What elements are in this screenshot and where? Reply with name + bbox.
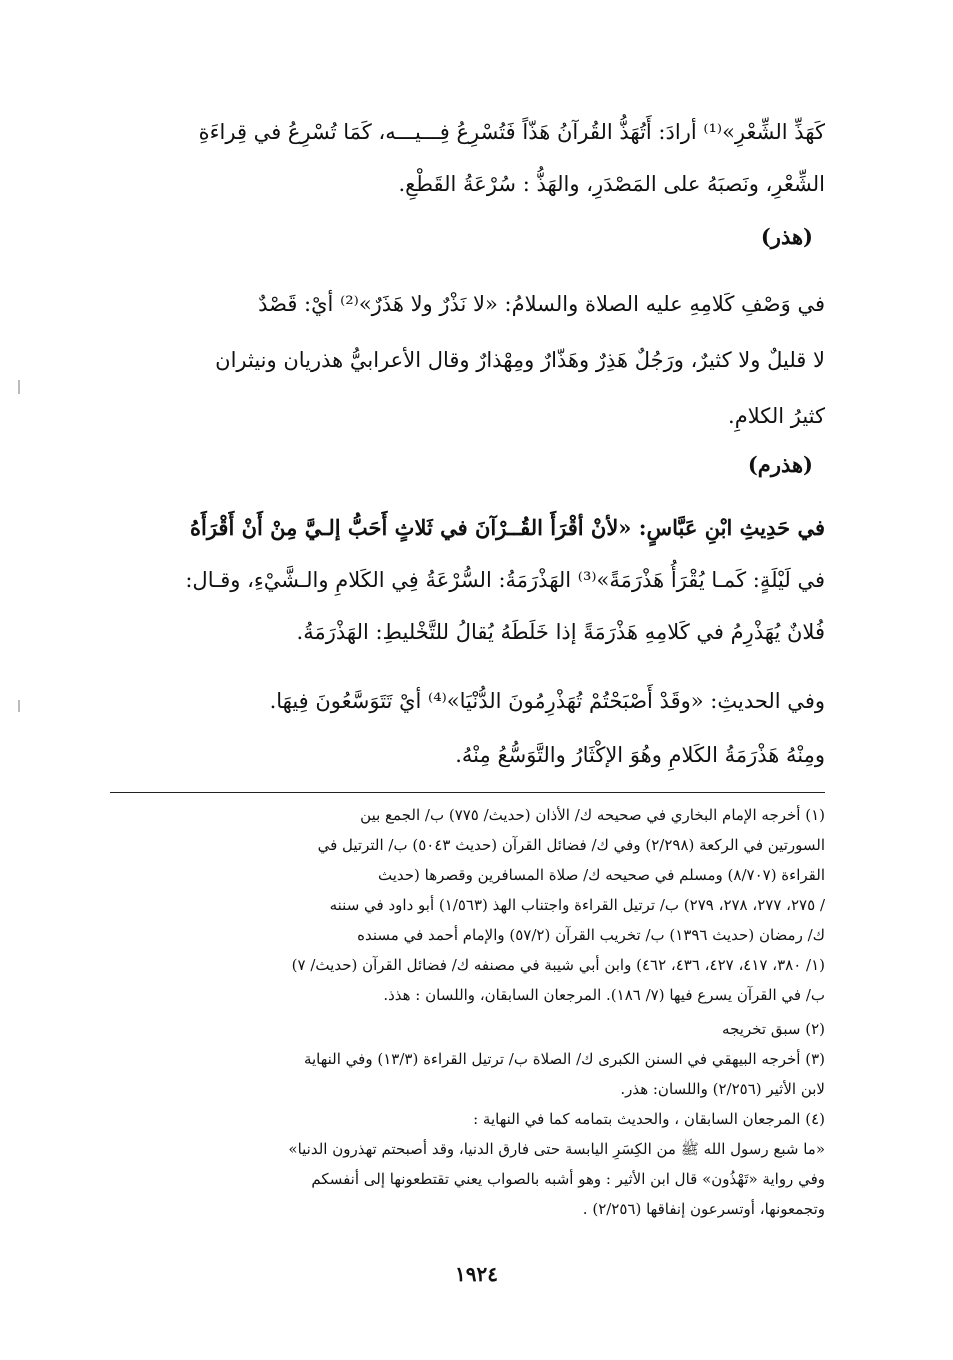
footnote-separator	[110, 792, 825, 793]
text-line: ومِنْهُ هَذْرَمَةُ الكَلامِ وهُوَ الإكْثَارُ والتَّوَسُّعُ مِنْهُ.	[455, 743, 825, 767]
scan-edge-mark	[18, 380, 20, 394]
footnote-line: (٤) المرجعان السابقان ، والحديث بتمامه كما في النهاية :	[473, 1110, 825, 1128]
entry-heading-hadhar: (هذر)	[760, 224, 813, 249]
paragraph-hadhar	[100, 276, 825, 444]
footnote-line: ب/ في القرآن يسرع فيها (٧/ ١٨٦). المرجعان السابقان، واللسان : هذذ.	[383, 986, 825, 1004]
paragraph-hadhram	[100, 502, 825, 658]
text-line: الشِّعْرِ، ونَصبَهُ على المَصْدَرِ، والهَذُّ : سُرْعَةُ القَطْعِ.	[398, 172, 825, 196]
text-line: في لَيْلَةٍ: كَمـا يُقْرَأُ هَذْرَمَةً»⁽³⁾ الهَذْرَمَةُ: السُّرْعَةُ فِي الكَلامِ والـشَّيْءِ، وقـال:	[185, 568, 825, 592]
text-line: كثيرُ الكلامِ.	[728, 404, 825, 428]
footnote-line: السورتين في الركعة (٢/٢٩٨) وفي ك/ فضائل القرآن (حديث ٥٠٤٣) ب/ الترتيل في	[317, 836, 825, 854]
text-line: فُلانٌ يُهَذْرِمُ في كَلامِهِ هَذْرَمَةً إذا خَلَطَهُ يُقالُ للتَّخْليطِ: الهَذْرَمَةُ.	[296, 620, 825, 644]
footnote-line: (٣) أخرجه البيهقي في السنن الكبرى ك/ الصلاة ب/ ترتيل القراءة (١٣/٣) وفي النهاية	[303, 1050, 825, 1068]
text-line: في حَدِيثِ ابْنِ عَبَّاسٍ: «لأنْ أقْرَأَ القُــرْآنَ في ثَلاثٍ أَحَبُّ إلـيَّ مِنْ أَنْ أَقْرَأَهُ	[190, 515, 825, 540]
footnote-line: لابن الأثير (٢/٢٥٦) واللسان: هذر.	[620, 1080, 825, 1098]
footnote-line: القراءة (٨/٧٠٧) ومسلم في صحيحه ك/ صلاة المسافرين وقصرها (حديث	[378, 866, 825, 884]
text-line: وفي الحديثِ: «وقَدْ أَصْبَحْتُمْ تُهَذْرِمُونَ الدُّنْيَا»⁽⁴⁾ أيْ تَتَوَسَّعُونَ فِيهَا.	[269, 689, 825, 713]
footnote-line: (١/ ٣٨٠، ٤١٧، ٤٢٧، ٤٣٦، ٤٦٢) وابن أبي شيبة في مصنفه ك/ فضائل القرآن (حديث/ ٧)	[291, 956, 825, 974]
paragraph-hadh	[100, 106, 825, 210]
footnote-line: ك/ رمضان (حديث ١٣٩٦) ب/ تخريب القرآن (٥٧/٢) والإمام أحمد في مسنده	[357, 926, 825, 944]
page-number: ١٩٢٤	[455, 1262, 498, 1286]
footnote-1	[112, 800, 825, 1010]
footnote-line: (١) أخرجه الإمام البخاري في صحيحه ك/ الأذان (حديث/ ٧٧٥) ب/ الجمع بين	[360, 806, 825, 824]
footnote-line: «ما شبع رسول الله ﷺ من الكِسَرِ اليابسة حتى فارق الدنيا، وقد أصبحتم تهذرون الدنيا»	[288, 1140, 825, 1158]
footnote-2: (٢) سبق تخريجه	[722, 1020, 825, 1038]
text-line: كَهَذِّ الشِّعْرِ»⁽¹⁾ أرادَ: أَتُهَذُّ القُرآنُ هَذّاً فَتُسْرِعُ فِـــيـــه، كَمَا تُسْرِعُ في قِراءَةِ	[198, 120, 825, 144]
footnote-3	[112, 1044, 825, 1104]
footnotes	[112, 800, 825, 1224]
text-line: في وَصْفِ كَلامِهِ عليه الصلاة والسلامُ: «لا نَذْرٌ ولا هَذَرٌ»⁽²⁾ أيْ: قَصْدٌ	[258, 292, 825, 316]
footnote-line: وتجمعونها، أوتسرعون إنفاقها (٢/٢٥٦) .	[582, 1200, 825, 1218]
scan-edge-mark	[18, 700, 20, 712]
footnote-line: وفي رواية «تَهْذُون» قال ابن الأثير : وهو أشبه بالصواب يعني تقتطعونها إلى أنفسكم	[311, 1170, 825, 1188]
paragraph-hadith	[100, 674, 825, 782]
footnote-4	[112, 1104, 825, 1224]
entry-heading-hadhram: (هذرم)	[747, 452, 813, 477]
footnote-line: / ٢٧٥، ٢٧٧، ٢٧٨، ٢٧٩) ب/ ترتيل القراءة واجتناب الهذ (١/٥٦٣) أبو داود في سننه	[329, 896, 825, 914]
text-line: لا قليلٌ ولا كثيرٌ، ورَجُلٌ هَذِرٌ وهَذّارٌ ومِهْذارٌ وقال الأعرابيُّ هذريان ونيثران	[215, 348, 825, 372]
